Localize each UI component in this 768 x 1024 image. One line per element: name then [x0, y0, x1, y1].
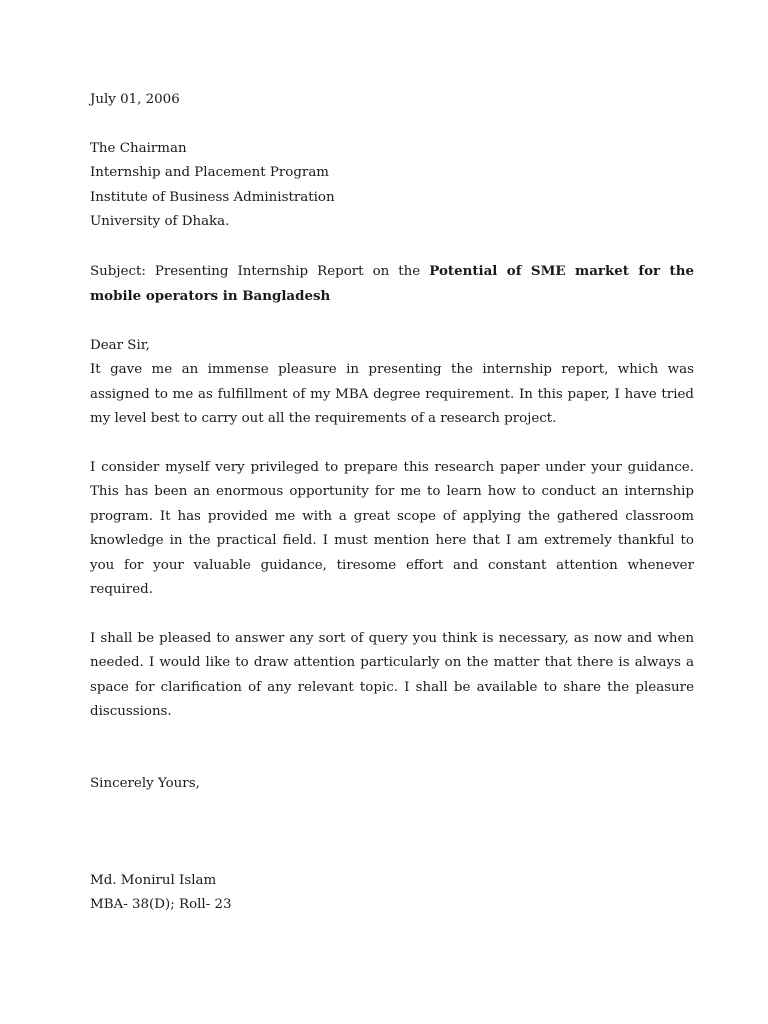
signature-name: Md. Monirul Islam: [90, 872, 217, 888]
spacer: [90, 234, 694, 258]
spacer: [90, 602, 694, 626]
spacer: [90, 724, 694, 772]
salutation: Dear Sir,: [90, 338, 150, 354]
subject-line: [90, 259, 694, 310]
body-paragraph-1: It gave me an immense pleasure in presenting the internship report, which was assigned to me as fulfillment of my MBA degree requirement. In this paper, I have tried my level best to carry out all the requirements of a research project.: [90, 362, 694, 427]
recipient-university: University of Dhaka.: [90, 214, 230, 230]
recipient-program: Internship and Placement Program: [90, 165, 329, 181]
spacer: [90, 310, 694, 334]
body-paragraph-2: I consider myself very privileged to prepare this research paper under your guidance. This has been an enormous opportunity for me to learn how to conduct an internship program. It has provided me with a great scope of applying the gathered classroom knowledge in the practical field. I must mention here that I am extremely thankful to you for your valuable guidance, tiresome effort and constant attention whenever required.: [90, 460, 694, 598]
letter-date: July 01, 2006: [90, 92, 180, 107]
subject-title: Potential of SME market for the mobile operators in Bangladesh: [90, 262, 694, 305]
signature-details: MBA- 38(D); Roll- 23: [90, 897, 232, 913]
signature-block: [90, 869, 694, 918]
recipient-title: The Chairman: [90, 140, 187, 156]
body-paragraph-3: I shall be pleased to answer any sort of query you think is necessary, as now and when needed. I would like to draw attention particularly on the matter that there is always a space for clarification of any relevant topic. I shall be available to share the pleasure discussions.: [90, 630, 694, 720]
closing: Sincerely Yours,: [90, 776, 200, 792]
subject-prefix: Subject: Presenting Internship Report on the: [90, 263, 430, 279]
spacer: [90, 432, 694, 456]
recipient-institute: Institute of Business Administration: [90, 189, 335, 205]
recipient-address: [90, 137, 694, 235]
spacer: [90, 797, 694, 869]
spacer: [90, 112, 694, 136]
